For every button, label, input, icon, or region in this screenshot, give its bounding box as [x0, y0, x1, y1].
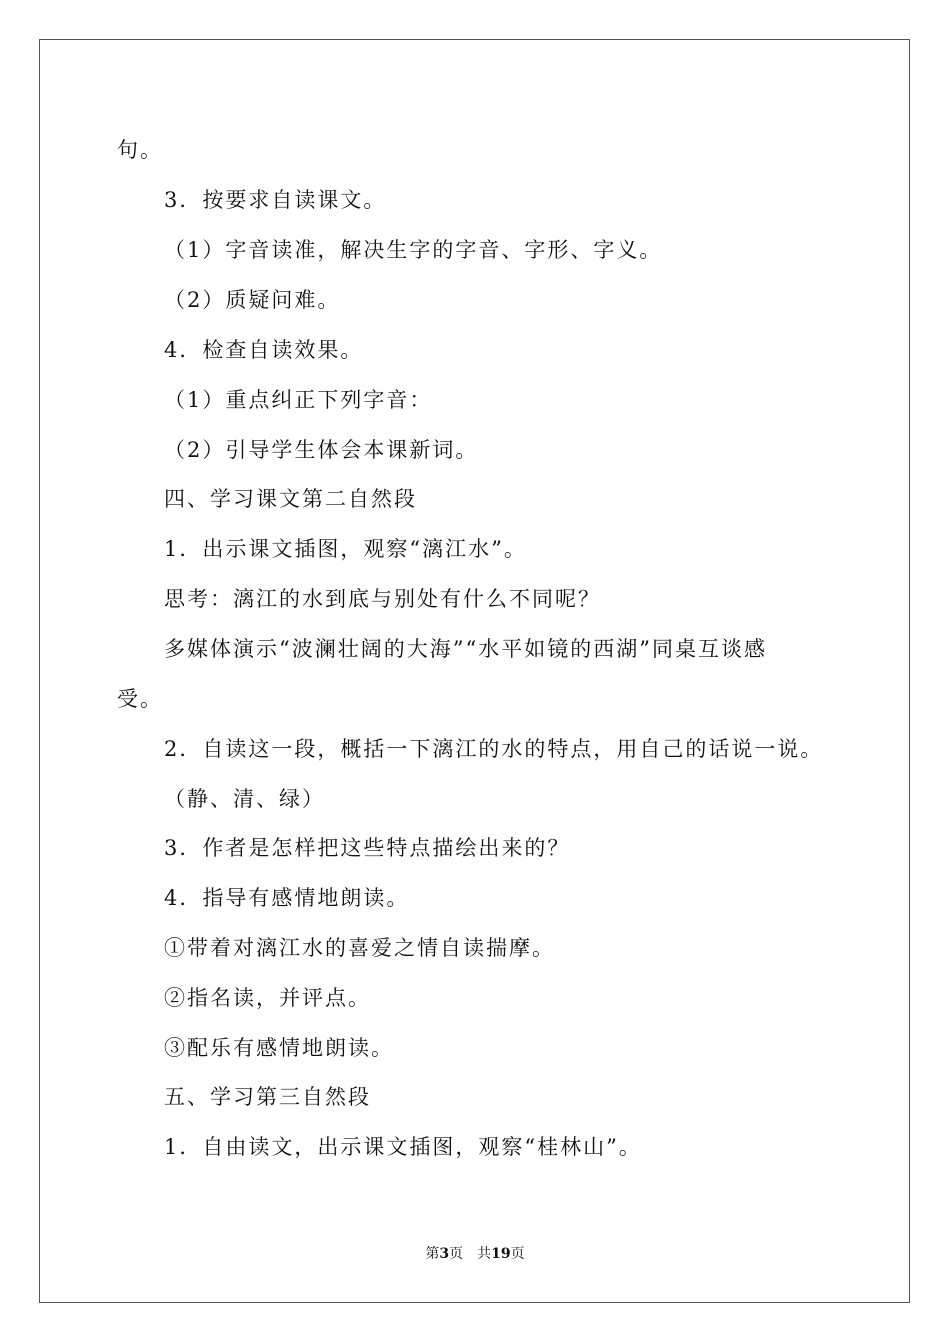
text-line-10: 思考：漓江的水到底与别处有什么不同呢？ — [164, 587, 601, 611]
text-line-19: ③配乐有感情地朗读。 — [164, 1036, 394, 1060]
footer-page-total: 19 — [491, 1246, 511, 1262]
section-heading-4: 四、学习课文第二自然段 — [164, 487, 417, 511]
text-line-5: 4．检查自读效果。 — [164, 338, 364, 362]
text-line-17: ①带着对漓江水的喜爱之情自读揣摩。 — [164, 936, 555, 960]
page-border — [39, 39, 910, 1303]
text-line-15: 3．作者是怎样把这些特点描绘出来的？ — [164, 836, 571, 860]
footer-page-prefix: 第 — [425, 1246, 440, 1262]
footer-page-mid: 页 共 — [449, 1246, 492, 1262]
text-line-2: 3．按要求自读课文。 — [164, 188, 387, 212]
text-line-13: 2．自读这一段，概括一下漓江的水的特点，用自己的话说一说。 — [164, 737, 824, 761]
text-line-9: 1．出示课文插图，观察“漓江水”。 — [164, 537, 527, 561]
text-line-21: 1．自由读文，出示课文插图，观察“桂林山”。 — [164, 1135, 642, 1159]
section-heading-5: 五、学习第三自然段 — [164, 1085, 371, 1109]
text-line-4: （2）质疑问难。 — [164, 288, 341, 312]
page-footer — [0, 1244, 950, 1264]
text-line-16: 4．指导有感情地朗读。 — [164, 886, 410, 910]
footer-page-current: 3 — [439, 1246, 450, 1262]
text-line-1: 句。 — [117, 138, 163, 162]
text-line-18: ②指名读，并评点。 — [164, 986, 371, 1010]
footer-page-suffix: 页 — [510, 1246, 525, 1262]
text-line-14: （静、清、绿） — [164, 787, 325, 811]
text-line-11: 多媒体演示“波澜壮阔的大海”“水平如镜的西湖”同桌互谈感 — [164, 637, 767, 661]
text-line-12: 受。 — [117, 687, 163, 711]
text-line-3: （1）字音读准，解决生字的字音、字形、字义。 — [164, 238, 663, 262]
text-line-6: （1）重点纠正下列字音： — [164, 388, 433, 412]
text-line-7: （2）引导学生体会本课新词。 — [164, 438, 479, 462]
